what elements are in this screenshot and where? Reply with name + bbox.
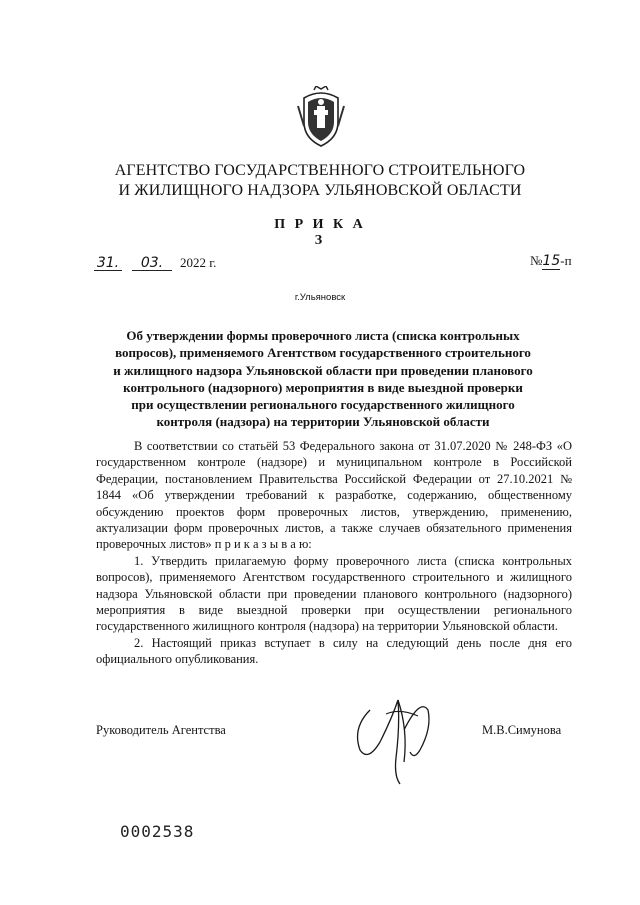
title-line: контрольного (надзорного) мероприятия в виде выездной проверки xyxy=(123,379,523,395)
preamble-paragraph xyxy=(96,438,572,553)
agency-name-line1: АГЕНТСТВО ГОСУДАРСТВЕННОГО СТРОИТЕЛЬНОГО xyxy=(114,162,526,179)
title-line: контроля (надзора) на территории Ульяновской области xyxy=(156,414,490,430)
document-number xyxy=(530,253,572,270)
handwritten-signature-icon xyxy=(340,680,460,790)
item-2-paragraph xyxy=(96,635,572,668)
date-year: 2022 г. xyxy=(180,255,217,270)
preamble-text: В соответствии со статьёй 53 Федерального закона от 31.07.2020 № 248-ФЗ «О государственном контроле (надзоре) и муниципальном контроле в Российской Федерации, постановлением Правительства Российской Федерации от 27.10.2021 № 1844 «Об утверждении требований к разработке, содержанию, общественному обсуждению проектов форм проверочных листов, утверждению, применению, актуализации форм проверочных листов, а также случаев обязательного применения проверочных листов» п р и к а з ы в а ю: xyxy=(96,439,572,552)
coat-of-arms-icon xyxy=(296,86,346,148)
agency-name-line2: И ЖИЛИЩНОГО НАДЗОРА УЛЬЯНОВСКОЙ ОБЛАСТИ xyxy=(118,182,522,199)
city: г.Ульяновск xyxy=(294,292,346,303)
order-body xyxy=(96,438,572,668)
title-line: вопросов), применяемого Агентством государственного строительного xyxy=(115,345,531,361)
title-line: Об утверждении формы проверочного листа (списка контрольных xyxy=(126,328,520,343)
item-2-text: 2. Настоящий приказ вступает в силу на следующий день после дня его официального опубликования. xyxy=(96,635,572,667)
signatory-position: Руководитель Агентства xyxy=(96,723,226,737)
number-prefix: № xyxy=(530,253,543,268)
registration-number: 0002538 xyxy=(120,822,195,841)
title-line: при осуществлении регионального государственного жилищного xyxy=(131,397,515,413)
number-suffix: -п xyxy=(560,253,572,268)
date-month: 03. xyxy=(132,257,172,271)
signatory-name: М.В.Симунова xyxy=(482,723,562,737)
order-title xyxy=(108,327,538,431)
item-1-text: 1. Утвердить прилагаемую форму проверочного листа (списка контрольных вопросов), применяемого Агентством государственного строительного и жилищного надзора Ульяновской области при проведении планового контрольного (надзорного) мероприятия в виде выездной проверки при осуществлении регионального государственного жилищного контроля (надзора) на территории Ульяновской области. xyxy=(96,553,572,634)
document-type: П Р И К А З xyxy=(274,217,366,248)
title-line: и жилищного надзора Ульяновской области при проведении планового xyxy=(113,362,533,378)
item-1-paragraph xyxy=(96,553,572,635)
number-value: 15 xyxy=(542,253,561,269)
document-date xyxy=(94,255,216,271)
date-day: 31. xyxy=(94,257,122,271)
